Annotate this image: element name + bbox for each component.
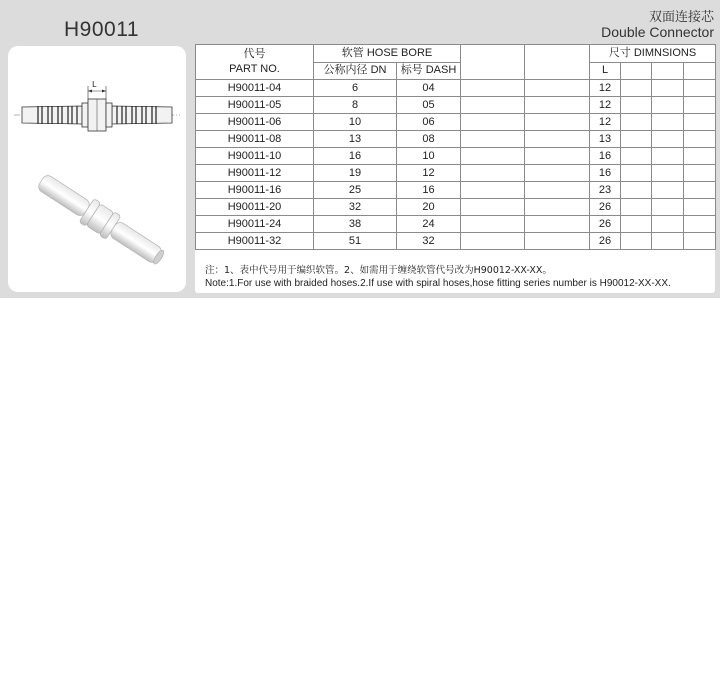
- spec-table-panel: [195, 44, 715, 293]
- product-title-cn: 双面连接芯: [648, 10, 714, 25]
- l-value: 16: [590, 165, 621, 182]
- header-dn: 公称内径 DN: [314, 62, 397, 80]
- table-row: [196, 131, 716, 148]
- dash-value: 10: [397, 148, 461, 165]
- header-dash: 标号 DASH: [397, 62, 461, 80]
- l-value: 26: [590, 199, 621, 216]
- fitting-render: [34, 169, 169, 270]
- part-number: H90011-32: [196, 233, 314, 250]
- header-hose-bore: 软管 HOSE BORE: [314, 45, 461, 63]
- dn-value: 8: [314, 97, 397, 114]
- dn-value: 10: [314, 114, 397, 131]
- dn-value: 6: [314, 80, 397, 97]
- spec-table: [195, 44, 716, 250]
- dn-value: 16: [314, 148, 397, 165]
- l-value: 12: [590, 114, 621, 131]
- note-en: Note:1.For use with braided hoses.2.If use with spiral hoses,hose fitting series number is H90012-XX-XX.: [205, 278, 671, 289]
- table-row: [196, 165, 716, 182]
- part-number: H90011-04: [196, 80, 314, 97]
- product-code: H90011: [64, 18, 140, 41]
- dn-value: 13: [314, 131, 397, 148]
- header-part-cn: 代号: [243, 48, 266, 60]
- table-row: [196, 182, 716, 199]
- dn-value: 32: [314, 199, 397, 216]
- product-title-en: Double Connector: [601, 24, 714, 40]
- dn-value: 38: [314, 216, 397, 233]
- dash-value: 04: [397, 80, 461, 97]
- dn-value: 51: [314, 233, 397, 250]
- part-number: H90011-24: [196, 216, 314, 233]
- part-number: H90011-05: [196, 97, 314, 114]
- l-value: 13: [590, 131, 621, 148]
- notes: [205, 264, 671, 290]
- dash-value: 06: [397, 114, 461, 131]
- part-number: H90011-12: [196, 165, 314, 182]
- l-value: 23: [590, 182, 621, 199]
- l-value: 12: [590, 97, 621, 114]
- note-cn: 注：1、表中代号用于编织软管。2、如需用于缠绕软管代号改为H90012-XX-XX。: [205, 265, 552, 276]
- header-part-no: [196, 45, 314, 80]
- part-number: H90011-20: [196, 199, 314, 216]
- part-number: H90011-08: [196, 131, 314, 148]
- dash-value: 20: [397, 199, 461, 216]
- table-row: [196, 114, 716, 131]
- technical-drawing: [8, 46, 186, 292]
- dash-value: 05: [397, 97, 461, 114]
- dash-value: 24: [397, 216, 461, 233]
- image-panel: [8, 46, 186, 292]
- header-dimensions: 尺寸 DIMNSIONS: [590, 45, 716, 63]
- dimension-label: L: [92, 80, 97, 89]
- dash-value: 12: [397, 165, 461, 182]
- dn-value: 19: [314, 165, 397, 182]
- l-value: 26: [590, 216, 621, 233]
- dash-value: 16: [397, 182, 461, 199]
- table-row: [196, 233, 716, 250]
- header-blank-1: [461, 45, 525, 80]
- part-number: H90011-16: [196, 182, 314, 199]
- table-row: [196, 148, 716, 165]
- part-number: H90011-10: [196, 148, 314, 165]
- dash-value: 32: [397, 233, 461, 250]
- table-row: [196, 199, 716, 216]
- table-row: [196, 80, 716, 97]
- header-l: L: [590, 62, 621, 80]
- dn-value: 25: [314, 182, 397, 199]
- table-row: [196, 97, 716, 114]
- table-row: [196, 216, 716, 233]
- header-blank-2: [525, 45, 590, 80]
- l-value: 16: [590, 148, 621, 165]
- part-number: H90011-06: [196, 114, 314, 131]
- l-value: 26: [590, 233, 621, 250]
- l-value: 12: [590, 80, 621, 97]
- dash-value: 08: [397, 131, 461, 148]
- header-part-en: PART NO.: [229, 63, 280, 75]
